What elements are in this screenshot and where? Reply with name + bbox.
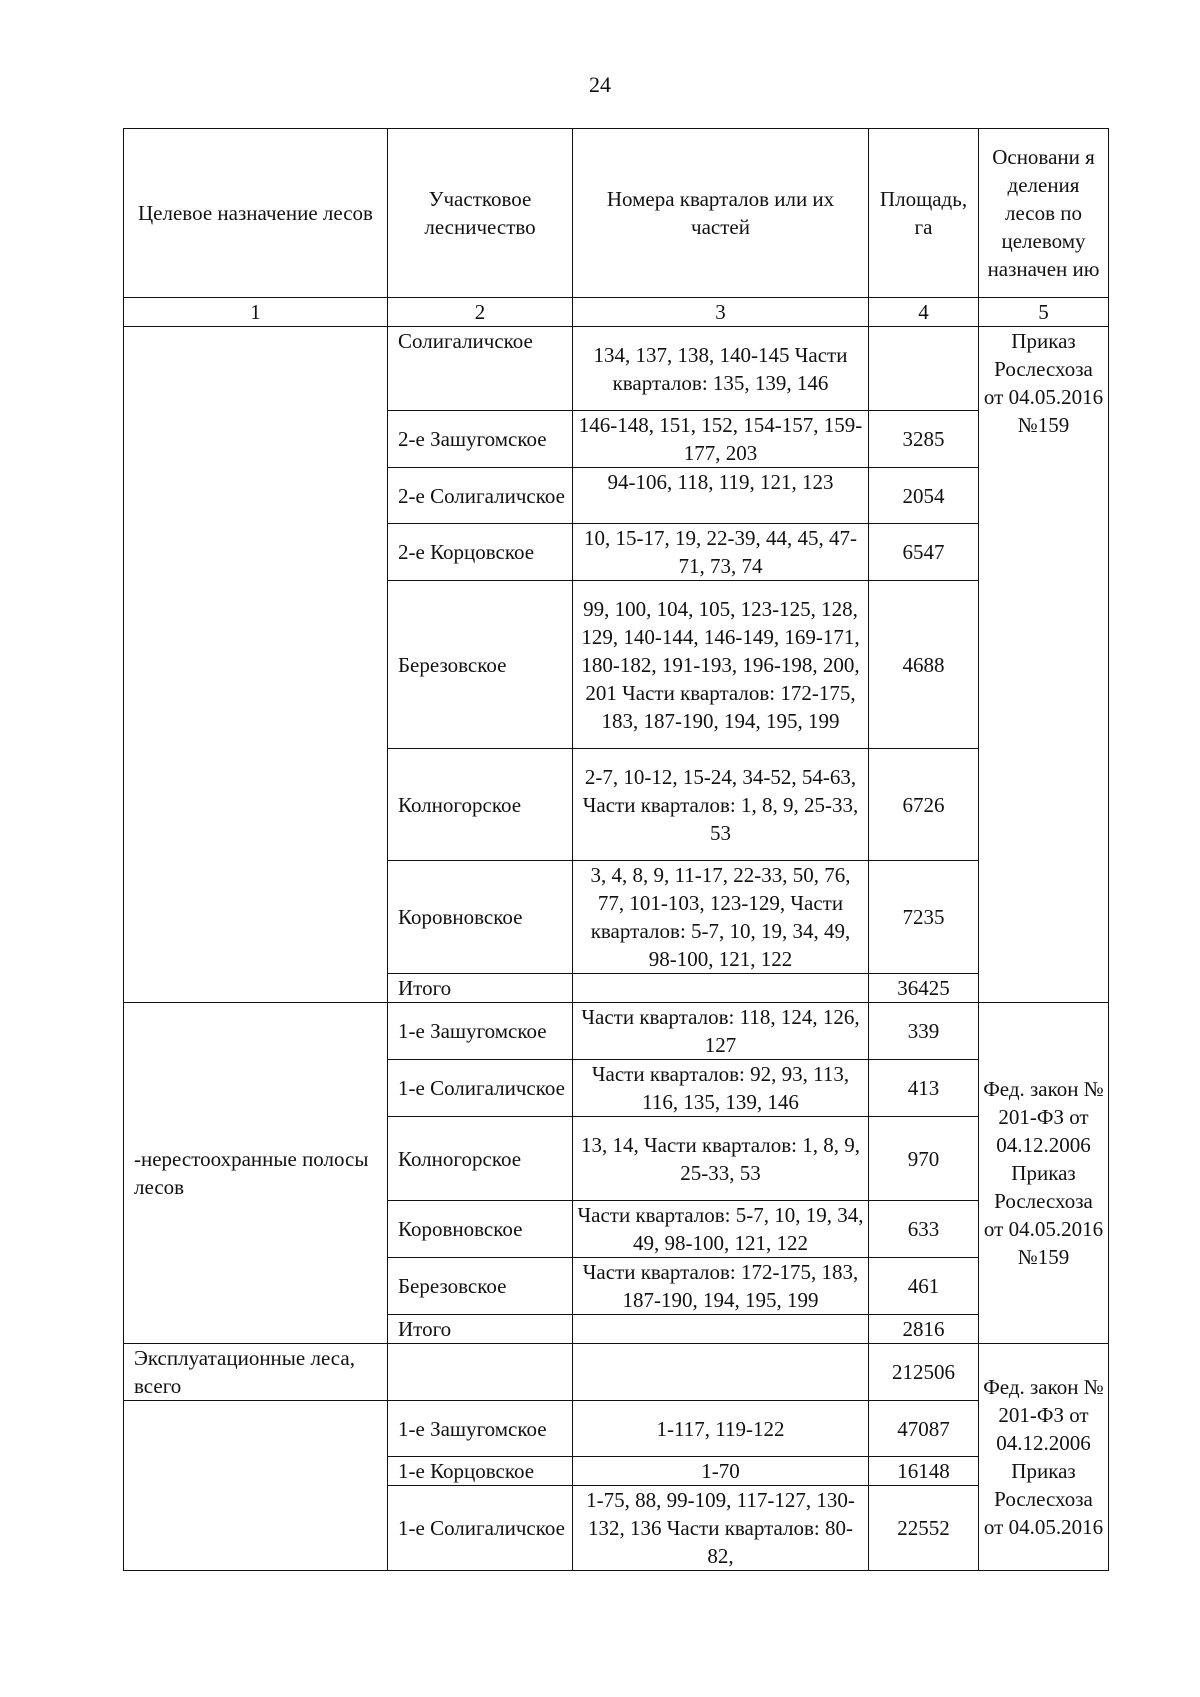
area-cell: 970 (869, 1117, 979, 1201)
quarters-cell: 10, 15-17, 19, 22-39, 44, 45, 47-71, 73, 74 (573, 524, 869, 581)
district-cell: Солигаличское (388, 327, 573, 411)
basis-cell: Фед. закон № 201-ФЗ от 04.12.2006 Приказ Рослесхоза от 04.05.2016 (979, 1344, 1109, 1571)
area-cell: 3285 (869, 411, 979, 468)
column-number: 3 (573, 298, 869, 327)
quarters-cell (573, 1315, 869, 1344)
total-area: 2816 (869, 1315, 979, 1344)
purpose-cell: Эксплуатационные леса, всего (124, 1344, 388, 1401)
quarters-cell: 3, 4, 8, 9, 11-17, 22-33, 50, 76, 77, 101-103, 123-129, Части кварталов: 5-7, 10, 19, 34, 49, 98-100, 121, 122 (573, 861, 869, 974)
purpose-cell-empty (124, 327, 388, 1003)
table-row (124, 1003, 1109, 1060)
district-cell: 1-е Корцовское (388, 1457, 573, 1486)
quarters-cell: 94-106, 118, 119, 121, 123 (573, 468, 869, 524)
district-cell: 2-е Зашугомское (388, 411, 573, 468)
district-cell (388, 1344, 573, 1401)
purpose-cell: -нерестоохранные полосы лесов (124, 1003, 388, 1344)
column-number: 4 (869, 298, 979, 327)
header-purpose: Целевое назначение лесов (124, 129, 388, 298)
area-cell: 633 (869, 1201, 979, 1258)
district-cell: 2-е Корцовское (388, 524, 573, 581)
page-number: 24 (589, 72, 611, 97)
area-cell: 6726 (869, 749, 979, 861)
district-cell: 1-е Зашугомское (388, 1003, 573, 1060)
district-cell: Коровновское (388, 861, 573, 974)
total-label: Итого (388, 1315, 573, 1344)
quarters-cell: 134, 137, 138, 140-145 Части кварталов: 135, 139, 146 (573, 327, 869, 411)
table-row (124, 1401, 1109, 1457)
area-cell: 339 (869, 1003, 979, 1060)
district-cell: 1-е Зашугомское (388, 1401, 573, 1457)
quarters-cell: Части кварталов: 5-7, 10, 19, 34, 49, 98-100, 121, 122 (573, 1201, 869, 1258)
header-district: Участковое лесничество (388, 129, 573, 298)
district-cell: 1-е Солигаличское (388, 1060, 573, 1117)
area-cell: 6547 (869, 524, 979, 581)
area-cell: 22552 (869, 1486, 979, 1571)
column-number-row (124, 298, 1109, 327)
area-cell: 16148 (869, 1457, 979, 1486)
area-cell: 4688 (869, 581, 979, 749)
quarters-cell (573, 974, 869, 1003)
table-row (124, 327, 1109, 411)
quarters-cell: 99, 100, 104, 105, 123-125, 128, 129, 140-144, 146-149, 169-171, 180-182, 191-193, 196-198, 200, 201 Части кварталов: 172-175, 183, 187-190, 194, 195, 199 (573, 581, 869, 749)
district-cell: 1-е Солигаличское (388, 1486, 573, 1571)
area-cell: 461 (869, 1258, 979, 1315)
column-number: 2 (388, 298, 573, 327)
quarters-cell: 1-70 (573, 1457, 869, 1486)
district-cell: Колногорское (388, 749, 573, 861)
table-row (124, 1344, 1109, 1401)
quarters-cell (573, 1344, 869, 1401)
area-cell: 212506 (869, 1344, 979, 1401)
header-row (124, 129, 1109, 298)
area-cell: 2054 (869, 468, 979, 524)
basis-cell: Фед. закон № 201-ФЗ от 04.12.2006 Приказ Рослесхоза от 04.05.2016 №159 (979, 1003, 1109, 1344)
basis-cell: Приказ Рослесхоза от 04.05.2016 №159 (979, 327, 1109, 1003)
total-label: Итого (388, 974, 573, 1003)
forest-division-table (123, 128, 1109, 1571)
quarters-cell: 1-75, 88, 99-109, 117-127, 130-132, 136 Части кварталов: 80-82, (573, 1486, 869, 1571)
quarters-cell: Части кварталов: 92, 93, 113, 116, 135, 139, 146 (573, 1060, 869, 1117)
column-number: 1 (124, 298, 388, 327)
district-cell: Коровновское (388, 1201, 573, 1258)
district-cell: Березовское (388, 1258, 573, 1315)
district-cell: 2-е Солигаличское (388, 468, 573, 524)
header-quarters: Номера кварталов или их частей (573, 129, 869, 298)
quarters-cell: Части кварталов: 118, 124, 126, 127 (573, 1003, 869, 1060)
header-area: Площадь, га (869, 129, 979, 298)
area-cell (869, 327, 979, 411)
purpose-cell-empty (124, 1401, 388, 1571)
district-cell: Березовское (388, 581, 573, 749)
district-cell: Колногорское (388, 1117, 573, 1201)
area-cell: 413 (869, 1060, 979, 1117)
area-cell: 7235 (869, 861, 979, 974)
column-number: 5 (979, 298, 1109, 327)
total-area: 36425 (869, 974, 979, 1003)
area-cell: 47087 (869, 1401, 979, 1457)
quarters-cell: 146-148, 151, 152, 154-157, 159-177, 203 (573, 411, 869, 468)
header-basis: Основани я деления лесов по целевому назначен ию (979, 129, 1109, 298)
quarters-cell: Части кварталов: 172-175, 183, 187-190, 194, 195, 199 (573, 1258, 869, 1315)
quarters-cell: 2-7, 10-12, 15-24, 34-52, 54-63, Части кварталов: 1, 8, 9, 25-33, 53 (573, 749, 869, 861)
quarters-cell: 13, 14, Части кварталов: 1, 8, 9, 25-33, 53 (573, 1117, 869, 1201)
quarters-cell: 1-117, 119-122 (573, 1401, 869, 1457)
